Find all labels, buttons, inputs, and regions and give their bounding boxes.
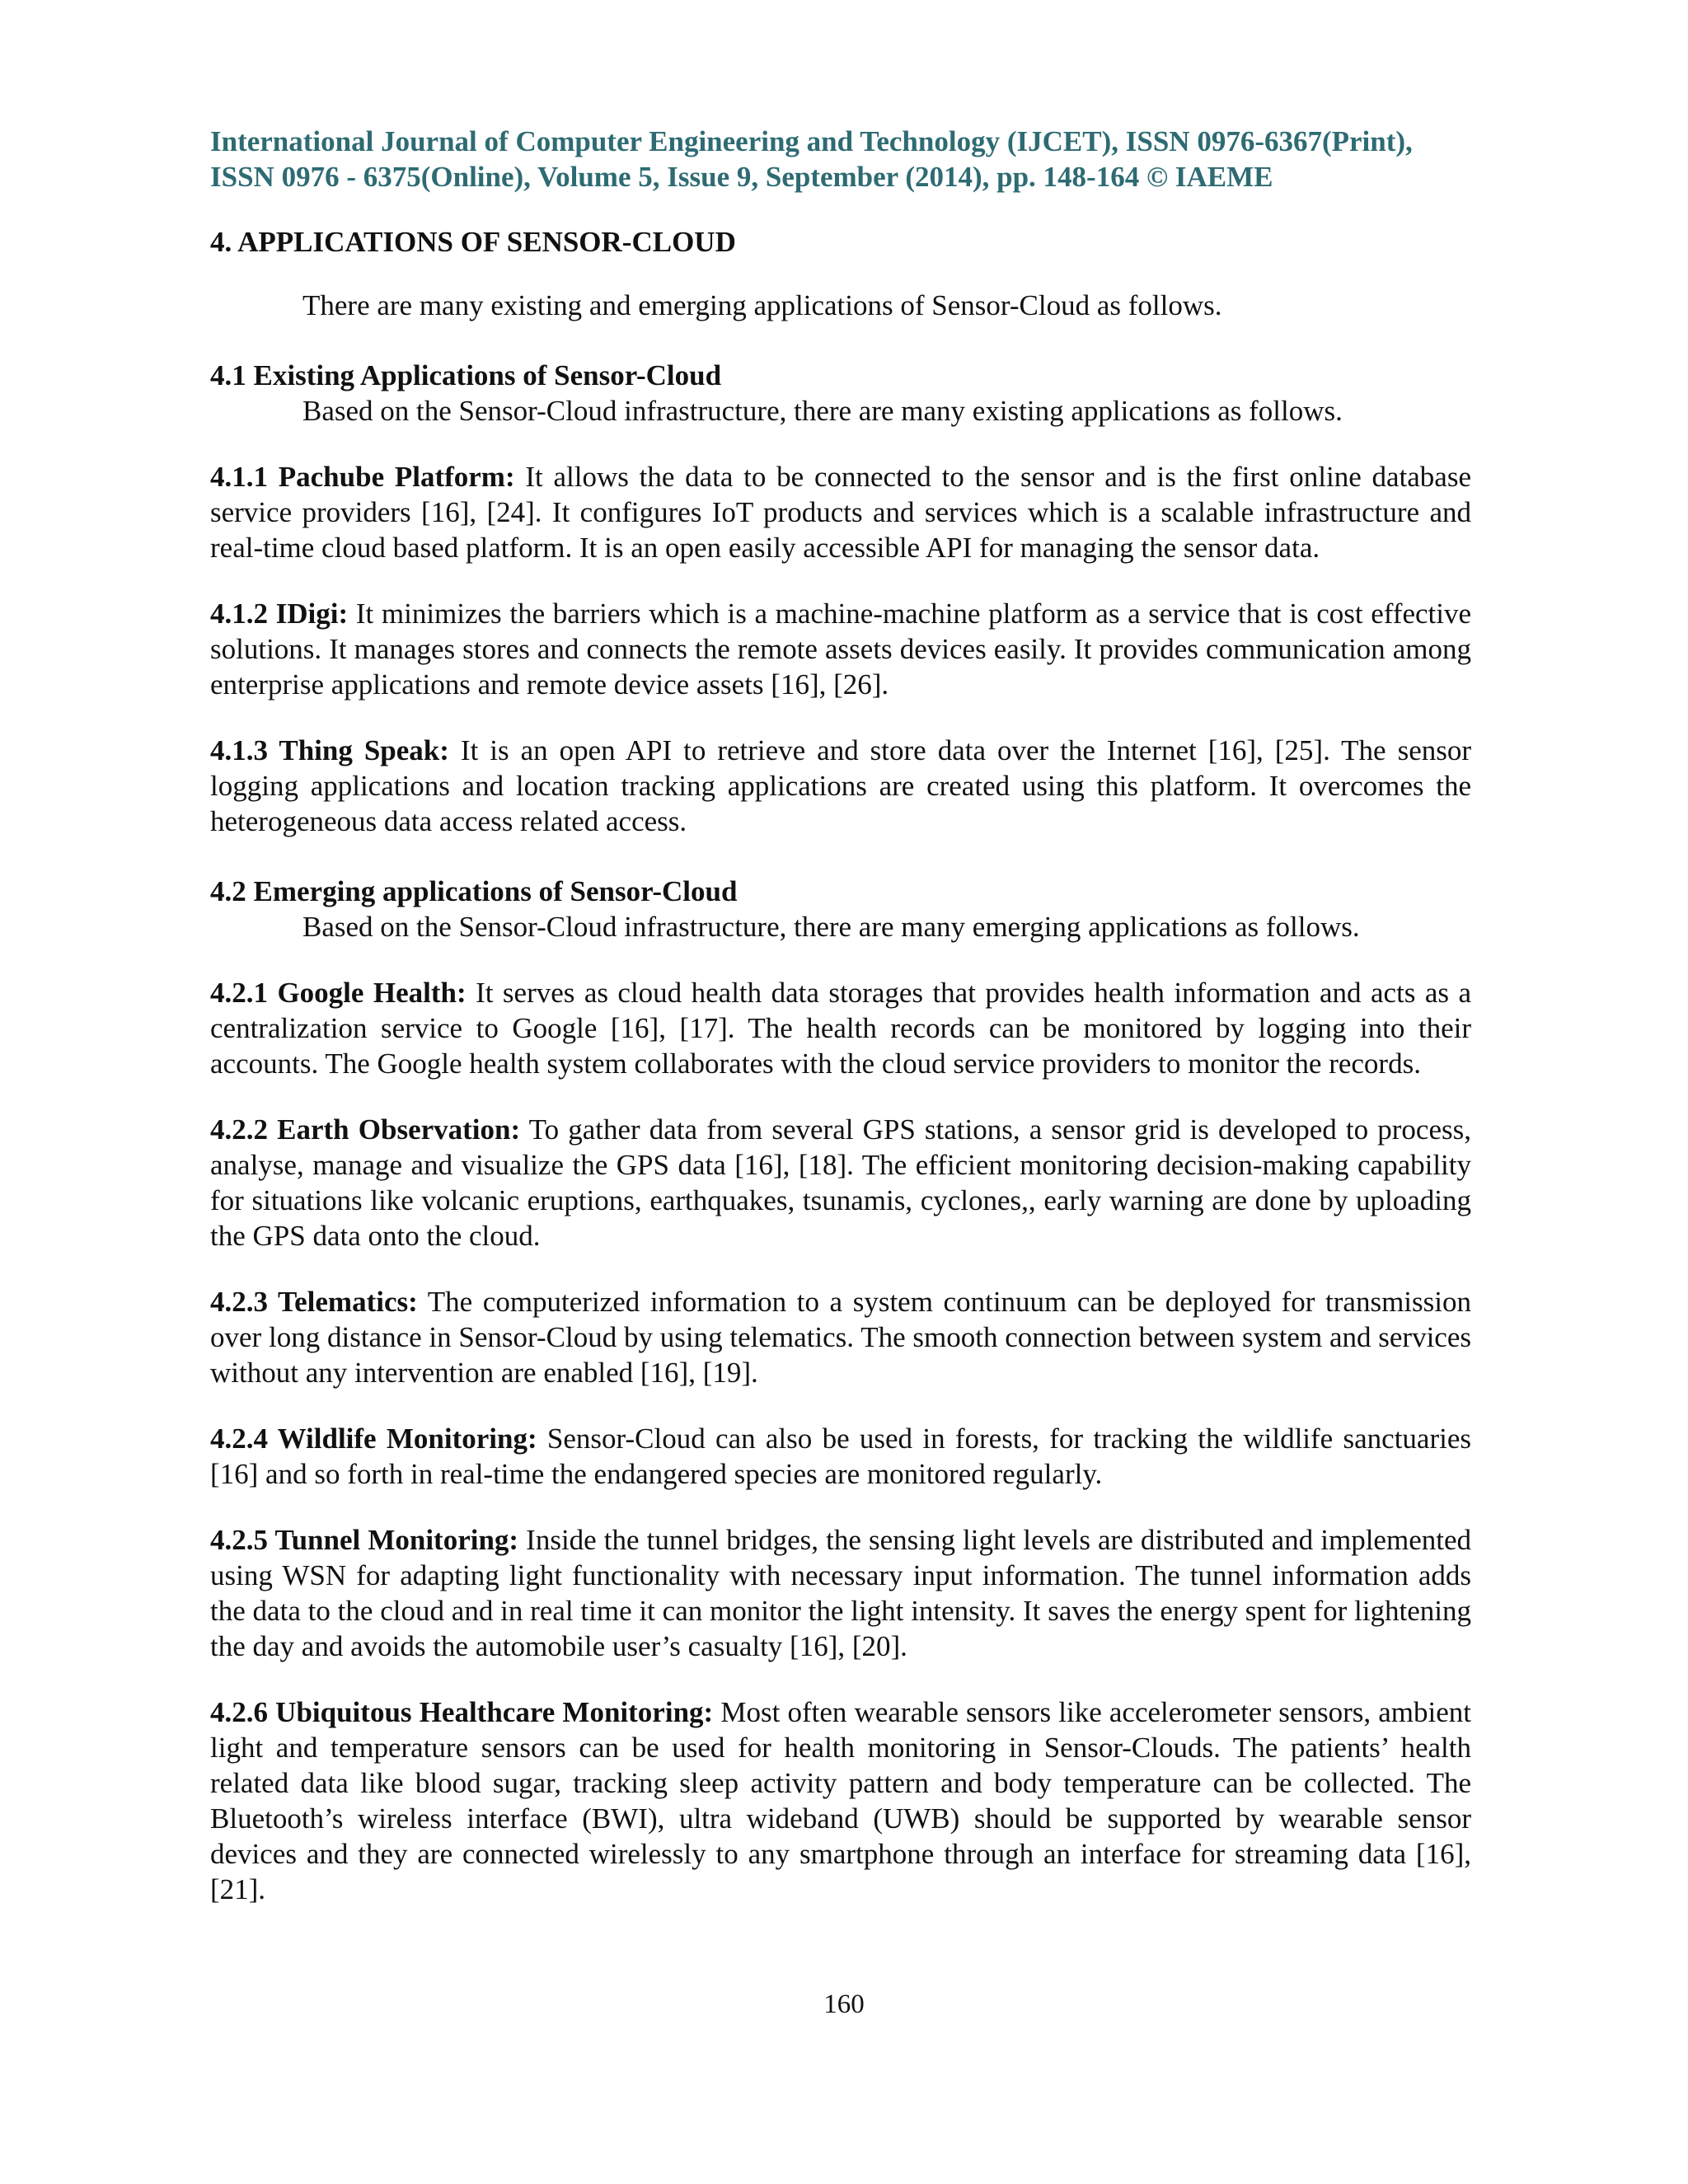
paragraph-term: 4.1.3 Thing Speak: [210,734,449,766]
section-title: 4. APPLICATIONS OF SENSOR-CLOUD [210,226,736,258]
paragraph-text: It serves as cloud health data storages that provides health information and acts as a centralization service to Google [16], [17]. The health records can be monitored by logging into their accounts. The Google health system collaborates with the cloud service providers to monitor the records. [210,977,1471,1080]
tunnel-monitoring-paragraph [210,1522,1471,1664]
paragraph-term: 4.2.5 Tunnel Monitoring: [210,1524,519,1556]
paragraph-text: To gather data from several GPS stations, a sensor grid is developed to process, analyse, manage and visualize the GPS data [16], [18]. The efficient monitoring decision-making capability for situations like volcanic eruptions, earthquakes, tsunamis, cyclones,, early warning are done by uploading the GPS data onto the cloud. [210,1113,1471,1252]
paragraph-term: 4.2.3 Telematics: [210,1286,418,1318]
paragraph-term: 4.2.4 Wildlife Monitoring: [210,1422,537,1455]
paper-page [210,124,1471,1907]
paragraph-term: 4.1.1 Pachube Platform: [210,461,515,493]
paragraph-term: 4.2.2 Earth Observation: [210,1113,521,1146]
paragraph-text: It is an open API to retrieve and store data over the Internet [16], [25]. The sensor logging applications and location tracking applications are created using this platform. It overcomes the heterogeneous data access related access. [210,734,1472,837]
section-intro: There are many existing and emerging applications of Sensor-Cloud as follows. [302,289,1222,321]
telematics-paragraph [210,1284,1471,1390]
journal-header-line-1: International Journal of Computer Engineering and Technology (IJCET), ISSN 0976-6367(Print), [210,125,1413,157]
existing-applications-title: 4.1 Existing Applications of Sensor-Cloud [210,359,722,391]
thing-speak-paragraph [210,733,1471,839]
paragraph-term: 4.1.2 IDigi: [210,598,349,630]
page-number: 160 [823,1990,865,2019]
paragraph-text: The computerized information to a system continuum can be deployed for transmission over long distance in Sensor-Cloud by using telematics. The smooth connection between system and services without any intervention are enabled [16], [19]. [210,1286,1472,1389]
paragraph-text: Inside the tunnel bridges, the sensing light levels are distributed and implemented using WSN for adapting light functionality with necessary input information. The tunnel information adds the data to the cloud and in real time it can monitor the light intensity. It saves the energy spent for lightening the day and avoids the automobile user’s casualty [16], [20]. [210,1524,1471,1662]
earth-observation-paragraph [210,1112,1471,1254]
paragraph-term: 4.2.6 Ubiquitous Healthcare Monitoring: [210,1696,714,1728]
emerging-applications-title: 4.2 Emerging applications of Sensor-Cloud [210,875,738,907]
existing-applications-intro: Based on the Sensor-Cloud infrastructure, there are many existing applications as follows. [302,395,1343,427]
paragraph-text: It allows the data to be connected to the sensor and is the first online database service providers [16], [24]. It configures IoT products and services which is a scalable infrastructure and real-time cloud based platform. It is an open easily accessible API for managing the sensor data. [210,461,1471,564]
wildlife-monitoring-paragraph [210,1421,1471,1492]
paragraph-text: Sensor-Cloud can also be used in forests, for tracking the wildlife sanctuaries [16] and so forth in real-time the endangered species are monitored regularly. [210,1422,1472,1490]
paragraph-text: Most often wearable sensors like accelerometer sensors, ambient light and temperature sensors can be used for health monitoring in Sensor-Clouds. The patients’ health related data like blood sugar, tracking sleep activity pattern and body temperature can be collected. The Bluetooth’s wireless interface (BWI), ultra wideband (UWB) should be supported by wearable sensor devices and they are connected wirelessly to any smartphone through an interface for streaming data [16], [21]. [210,1696,1471,1905]
paragraph-text: It minimizes the barriers which is a machine-machine platform as a service that is cost effective solutions. It manages stores and connects the remote assets devices easily. It provides communication among enterprise applications and remote device assets [16], [26]. [210,598,1472,701]
journal-header-line-2: ISSN 0976 - 6375(Online), Volume 5, Issue 9, September (2014), pp. 148-164 © IAEME [210,161,1273,193]
journal-header [210,124,1471,194]
paragraph-term: 4.2.1 Google Health: [210,977,467,1009]
emerging-applications-intro: Based on the Sensor-Cloud infrastructure, there are many emerging applications as follows. [302,911,1360,943]
google-health-paragraph [210,975,1471,1081]
pachube-platform-paragraph [210,459,1471,565]
ubiquitous-healthcare-paragraph [210,1694,1471,1907]
idigi-paragraph [210,596,1471,702]
